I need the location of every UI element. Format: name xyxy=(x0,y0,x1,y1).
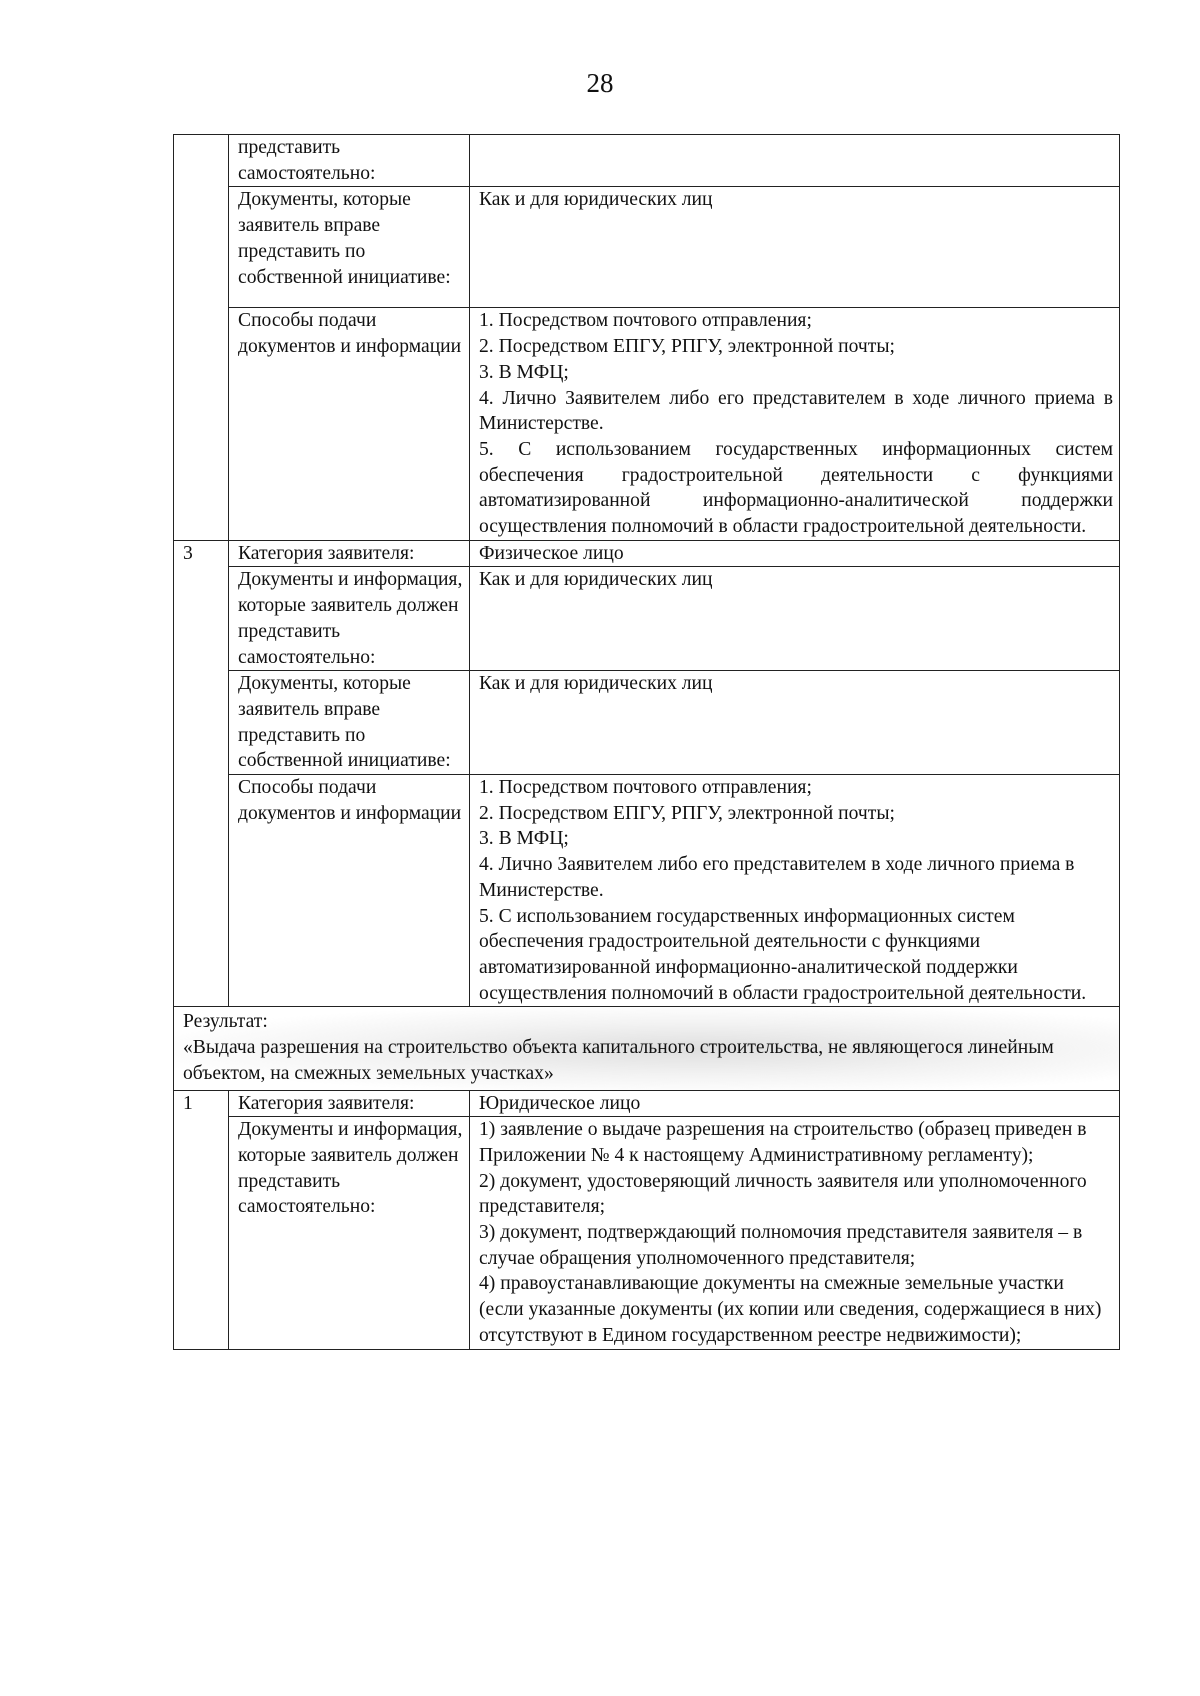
list-item: 3) документ, подтверждающий полномочия представителя заявителя – в случае обращения уполномоченного представителя; xyxy=(479,1222,1083,1269)
table-row xyxy=(174,1117,1120,1349)
list-item: 5. С использованием государственных информационных систем обеспечения градостроительной деятельности с функциями автоматизированной информационно-аналитической поддержки осуществления полномочий в области градостроительной деятельности. xyxy=(479,905,1087,1004)
table-row xyxy=(174,567,1120,671)
row-value-list xyxy=(470,775,1120,1007)
list-item: 5. С использованием государственных информационных систем обеспечения градостроительной деятельности с функциями автоматизированной информационно-аналитической поддержки осуществления полномочий в области градостроительной деятельности. xyxy=(479,438,1113,538)
row-number: 3 xyxy=(174,540,229,1007)
table-row xyxy=(174,1090,1120,1117)
list-item: 4. Лично Заявителем либо его представителем в ходе личного приема в Министерстве. xyxy=(479,387,1113,435)
row-value-list xyxy=(470,1117,1120,1349)
list-item: 4) правоустанавливающие документы на смежные земельные участки (если указанные документы (их копии или сведения, содержащиеся в них) отсутствуют в Едином государственном реестре недвижимости); xyxy=(479,1273,1102,1346)
table-row xyxy=(174,671,1120,775)
result-cell xyxy=(174,1007,1120,1090)
table-row xyxy=(174,308,1120,540)
row-value-list xyxy=(470,308,1120,540)
row-label: Документы, которые заявитель вправе представить по собственной инициативе: xyxy=(229,187,470,308)
row-label: Категория заявителя: xyxy=(229,1090,470,1117)
list-item: 1) заявление о выдаче разрешения на строительство (образец приведен в Приложении № 4 к настоящему Административному регламенту); xyxy=(479,1119,1087,1166)
page-number: 28 xyxy=(586,68,614,98)
row-value: Как и для юридических лиц xyxy=(470,187,1120,308)
table-row xyxy=(174,540,1120,567)
result-label: Результат: xyxy=(183,1011,268,1033)
table-row xyxy=(174,775,1120,1007)
list-item: 2) документ, удостоверяющий личность заявителя или уполномоченного представителя; xyxy=(479,1170,1087,1218)
list-item: 2. Посредством ЕПГУ, РПГУ, электронной почты; xyxy=(479,802,895,824)
list-item: 2. Посредством ЕПГУ, РПГУ, электронной почты; xyxy=(479,336,895,358)
row-value xyxy=(470,135,1120,187)
row-value: Юридическое лицо xyxy=(470,1090,1120,1117)
list-item: 3. В МФЦ; xyxy=(479,361,569,383)
row-label: представить самостоятельно: xyxy=(229,135,470,187)
row-value: Как и для юридических лиц xyxy=(470,567,1120,671)
requirements-table xyxy=(173,134,1120,1350)
row-number: 1 xyxy=(174,1090,229,1349)
list-item: 3. В МФЦ; xyxy=(479,828,569,850)
table-row xyxy=(174,1007,1120,1090)
result-text: «Выдача разрешения на строительство объекта капитального строительства, не являющегося линейным объектом, на смежных земельных участках» xyxy=(183,1037,1054,1084)
row-number-cell xyxy=(174,135,229,541)
list-item: 1. Посредством почтового отправления; xyxy=(479,310,812,332)
row-label: Способы подачи документов и информации xyxy=(229,775,470,1007)
row-value: Как и для юридических лиц xyxy=(470,671,1120,775)
row-value: Физическое лицо xyxy=(470,540,1120,567)
row-label: Способы подачи документов и информации xyxy=(229,308,470,540)
row-label: Документы и информация, которые заявитель должен представить самостоятельно: xyxy=(229,1117,470,1349)
table-row xyxy=(174,135,1120,187)
table-row xyxy=(174,187,1120,308)
row-label: Документы и информация, которые заявитель должен представить самостоятельно: xyxy=(229,567,470,671)
row-label: Документы, которые заявитель вправе представить по собственной инициативе: xyxy=(229,671,470,775)
list-item: 4. Лично Заявителем либо его представителем в ходе личного приема в Министерстве. xyxy=(479,854,1075,901)
list-item: 1. Посредством почтового отправления; xyxy=(479,777,812,799)
row-label: Категория заявителя: xyxy=(229,540,470,567)
